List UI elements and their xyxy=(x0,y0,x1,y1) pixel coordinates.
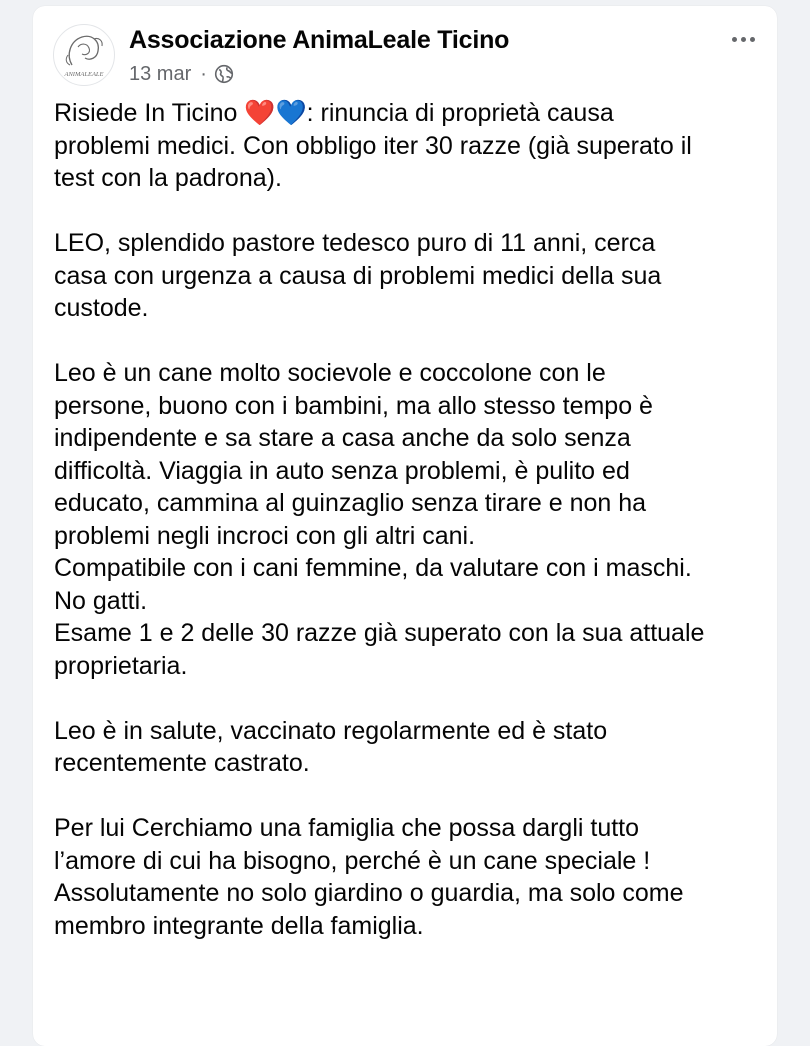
post-paragraph xyxy=(54,227,769,325)
globe-icon[interactable] xyxy=(214,64,234,84)
post-line: proprietaria. xyxy=(54,651,188,680)
post-card xyxy=(33,6,777,1046)
post-line: membro integrante della famiglia. xyxy=(54,911,424,940)
post-line: Assolutamente no solo giardino o guardia, ma solo come xyxy=(54,879,684,907)
post-line: Leo è un cane molto socievole e coccolone con le xyxy=(54,359,606,387)
post-line: custode. xyxy=(54,294,149,322)
avatar-logo-text: ANIMALEALE xyxy=(64,71,104,78)
post-line: difficoltà. Viaggia in auto senza problemi, è pulito ed xyxy=(54,456,630,485)
post-line: test con la padrona). xyxy=(54,164,282,192)
post-line: LEO, splendido pastore tedesco puro di 11 anni, cerca xyxy=(54,229,656,257)
post-line: Esame 1 e 2 delle 30 razze già superato con la sua attuale xyxy=(54,619,705,647)
post-paragraph xyxy=(54,97,769,195)
post-paragraph xyxy=(54,715,769,780)
meta-separator: · xyxy=(200,62,207,85)
post-paragraph xyxy=(54,812,769,942)
post-date-link[interactable]: 13 mar xyxy=(129,62,192,85)
page-name-link[interactable]: Associazione AnimaLeale Ticino xyxy=(129,26,510,54)
animaleale-logo xyxy=(54,25,114,85)
page-avatar[interactable] xyxy=(53,24,115,86)
post-text xyxy=(54,97,769,975)
post-line: No gatti. xyxy=(54,586,148,615)
post-line: Compatibile con i cani femmine, da valutare con i maschi. xyxy=(54,554,692,582)
post-line: indipendente e sa stare a casa anche da solo senza xyxy=(54,424,631,452)
post-line: casa con urgenza a causa di problemi medici della sua xyxy=(54,261,662,290)
post-line: recentemente castrato. xyxy=(54,749,310,777)
post-line: persone, buono con i bambini, ma allo stesso tempo è xyxy=(54,391,653,420)
post-line: Risiede In Ticino ❤️💙: rinuncia di proprietà causa xyxy=(54,99,614,127)
more-options-icon[interactable] xyxy=(723,24,763,54)
more-dot xyxy=(732,37,737,42)
post-line: l’amore di cui ha bisogno, perché è un cane speciale ! xyxy=(54,846,651,875)
post-line: problemi medici. Con obbligo iter 30 razze (già superato il xyxy=(54,131,692,160)
more-dot xyxy=(741,37,746,42)
post-meta xyxy=(129,62,234,86)
post-line: educato, cammina al guinzaglio senza tirare e non ha xyxy=(54,489,647,517)
post-line: Per lui Cerchiamo una famiglia che possa dargli tutto xyxy=(54,814,640,842)
post-paragraph xyxy=(54,357,769,682)
post-line: Leo è in salute, vaccinato regolarmente ed è stato xyxy=(54,716,608,745)
post-line: problemi negli incroci con gli altri cani. xyxy=(54,521,476,550)
more-dot xyxy=(750,37,755,42)
